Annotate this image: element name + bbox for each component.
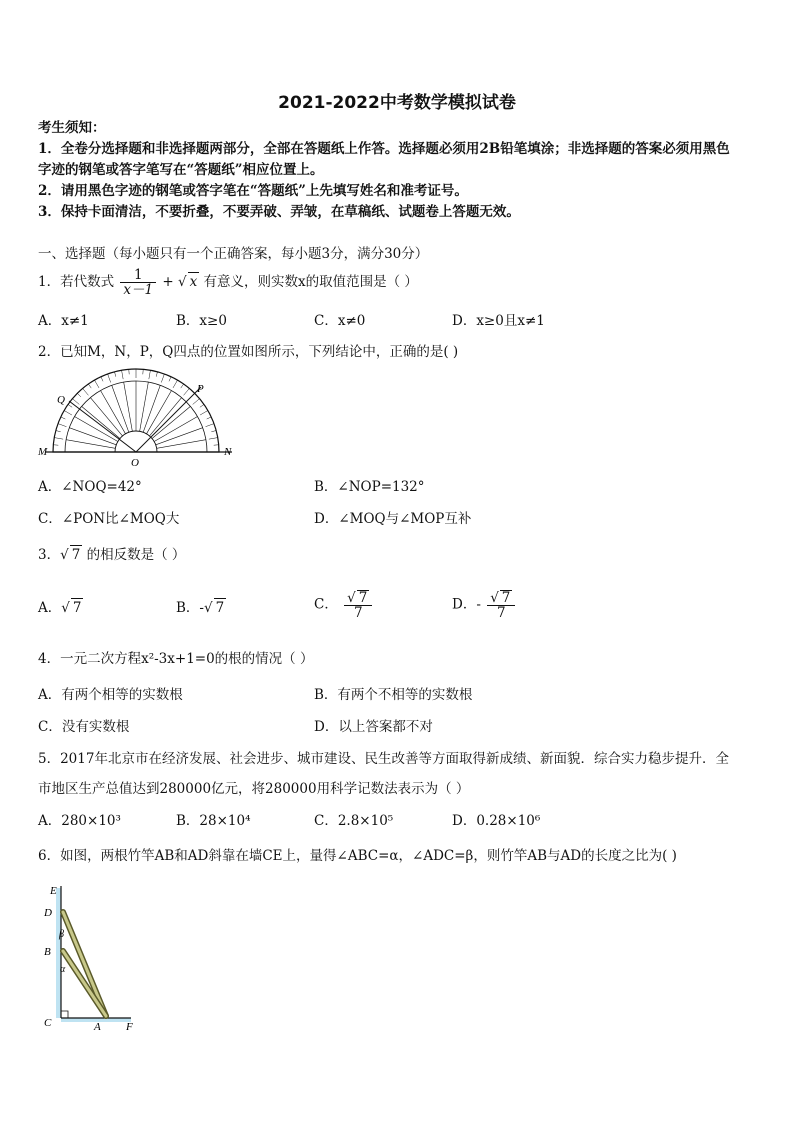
protractor-ray [90, 398, 122, 436]
protractor-tick [206, 424, 214, 427]
protractor-tick [83, 388, 89, 395]
radical-icon: √ [61, 600, 70, 616]
q3-option-b[interactable] [176, 598, 226, 617]
notice-item-1: 1．全卷分选择题和非选择题两部分，全部在答题纸上作答。选择题必须用2B铅笔填涂；非选择题的答案必须用黑色 [38, 141, 730, 157]
protractor-tick [61, 417, 66, 419]
protractor-tick [77, 393, 81, 397]
label-q: Q [57, 394, 65, 406]
q4-option-d[interactable]: D．以上答案都不对 [314, 719, 433, 735]
q1-option-c[interactable]: C．x≠0 [314, 313, 366, 329]
protractor-ray [124, 382, 133, 431]
protractor-figure [36, 365, 242, 470]
protractor-tick [64, 411, 72, 416]
protractor-tick [200, 411, 208, 416]
protractor-tick [161, 374, 164, 382]
page-title: 2021-2022中考数学模拟试卷 [278, 93, 516, 113]
q3-option-c-fraction [344, 590, 372, 620]
q3-option-d-num: 7 [501, 590, 511, 606]
protractor-tick [108, 374, 111, 382]
q3-option-d-fraction [487, 590, 515, 620]
protractor-tick [54, 438, 63, 440]
protractor-tick [88, 384, 91, 388]
protractor-tick [156, 372, 157, 377]
q1-prefix: 1．若代数式 [38, 274, 115, 290]
q1-fraction-numerator: 1 [120, 268, 156, 283]
protractor-tick [200, 404, 204, 407]
label-e: E [50, 885, 57, 897]
q1-option-b[interactable]: B．x≥0 [176, 313, 227, 329]
q3-option-b-value: 7 [215, 600, 225, 616]
radical-icon: √ [347, 590, 356, 606]
q3-option-a-label: A． [38, 600, 62, 616]
protractor-tick [211, 431, 216, 432]
q1-fraction [120, 268, 156, 297]
protractor-tick [149, 370, 151, 379]
q3-option-c-den: 7 [353, 605, 363, 621]
q5-option-d[interactable]: D．0.28×10⁶ [452, 813, 541, 829]
protractor-ray [157, 440, 206, 449]
radical-icon: √ [203, 600, 213, 616]
q3-option-d-den: 7 [496, 605, 506, 621]
protractor-tick [173, 380, 178, 388]
question-2-stem: 2．已知M，N，P，Q四点的位置如图所示，下列结论中，正确的是( ) [38, 344, 459, 360]
q3-sqrt-arg: 7 [71, 547, 81, 563]
q3-option-c-num: 7 [358, 590, 368, 606]
notice-item-1-cont: 字迹的钢笔或答字笔写在“答题纸”相应位置上。 [38, 162, 324, 178]
protractor-tick [95, 380, 100, 388]
question-4-stem: 4．一元二次方程x²-3x+1=0的根的情况（ ） [38, 651, 314, 667]
label-p: P [197, 383, 204, 395]
label-n: N [224, 446, 232, 458]
wall-hatch [56, 888, 61, 1018]
protractor-tick [169, 377, 171, 382]
q5-option-a[interactable]: A．280×10³ [38, 813, 121, 829]
section-choice-heading: 一、选择题（每小题只有一个正确答案，每小题3分，满分30分） [38, 246, 429, 262]
protractor-tick [58, 424, 66, 427]
protractor-tick [209, 438, 218, 440]
q3-option-c[interactable] [314, 590, 374, 620]
q2-option-a[interactable]: A．∠NOQ=42° [38, 479, 142, 495]
q4-option-a[interactable]: A．有两个相等的实数根 [38, 687, 183, 703]
question-3-stem [38, 545, 185, 564]
label-beta: β [59, 929, 64, 940]
q3-suffix: 的相反数是（ ） [86, 547, 186, 563]
q3-option-d-label: D．- [452, 596, 481, 613]
q1-suffix: 有意义，则实数x的取值范围是（ ） [203, 274, 418, 290]
label-b: B [44, 946, 51, 958]
question-5-stem: 5．2017年北京市在经济发展、社会进步、城市建设、民生改善等方面取得新成绩、新面貌．综合实力稳步提升．全 [38, 751, 729, 767]
label-c: C [44, 1017, 52, 1029]
protractor-ray [82, 406, 120, 438]
q5-option-b[interactable]: B．28×10⁴ [176, 813, 251, 829]
q2-option-c[interactable]: C．∠PON比∠MOQ大 [38, 511, 180, 527]
q2-option-d[interactable]: D．∠MOQ与∠MOP互补 [314, 511, 472, 527]
label-f: F [126, 1021, 133, 1033]
q3-option-a-value: 7 [72, 600, 82, 616]
q3-option-a[interactable] [38, 598, 83, 617]
protractor-tick [122, 370, 124, 379]
question-1-stem [38, 268, 418, 297]
q3-option-c-label: C． [314, 596, 338, 613]
radical-icon: √ [490, 590, 499, 606]
protractor-ray [152, 406, 190, 438]
notice-item-3: 3．保持卡面清洁，不要折叠，不要弄破、弄皱，在草稿纸、试题卷上答题无效。 [38, 204, 520, 220]
protractor-tick [101, 377, 103, 382]
q4-option-b[interactable]: B．有两个不相等的实数根 [314, 687, 473, 703]
q1-option-a[interactable]: A．x≠1 [38, 313, 89, 329]
radical-icon: √ [60, 547, 69, 563]
q1-sqrt-arg: x [189, 274, 198, 290]
notice-item-2: 2．请用黑色字迹的钢笔或答字笔在“答题纸”上先填写姓名和准考证号。 [38, 183, 468, 199]
protractor-ray [140, 382, 149, 431]
q4-option-c[interactable]: C．没有实数根 [38, 719, 130, 735]
protractor-tick [207, 417, 212, 419]
protractor-ray [66, 440, 115, 449]
label-m: M [38, 446, 48, 458]
bamboo-wall-figure [36, 880, 146, 1035]
radical-icon: √ [178, 274, 187, 290]
label-a: A [94, 1021, 101, 1033]
right-angle-icon [61, 1011, 68, 1018]
protractor-tick [184, 388, 190, 395]
protractor-ray [149, 398, 181, 436]
protractor-tick [115, 372, 116, 377]
protractor-tick [181, 384, 184, 388]
label-d: D [44, 907, 52, 919]
question-5-stem-cont: 市地区生产总值达到280000亿元，将280000用科学记数法表示为（ ） [38, 781, 470, 797]
protractor-tick [68, 404, 72, 407]
q3-option-d[interactable] [452, 590, 517, 620]
label-o: O [131, 457, 139, 469]
question-6-stem: 6．如图，两根竹竿AB和AD斜靠在墙CE上，量得∠ABC=α，∠ADC=β，则竹竿AB与AD的长度之比为( ) [38, 848, 677, 864]
protractor-tick [72, 399, 79, 405]
label-alpha: α [60, 964, 66, 975]
q5-option-c[interactable]: C．2.8×10⁵ [314, 813, 394, 829]
q1-option-d[interactable]: D．x≥0且x≠1 [452, 313, 545, 329]
protractor-tick [193, 399, 200, 405]
q1-fraction-denominator: x－1 [123, 282, 154, 298]
notice-heading: 考生须知： [38, 120, 106, 136]
q3-option-b-label: B．- [176, 600, 204, 616]
protractor-tick [56, 431, 61, 432]
ray-oq [69, 401, 136, 452]
q3-prefix: 3． [38, 547, 61, 563]
q2-option-b[interactable]: B．∠NOP=132° [314, 479, 425, 495]
q1-plus: + [162, 274, 174, 290]
